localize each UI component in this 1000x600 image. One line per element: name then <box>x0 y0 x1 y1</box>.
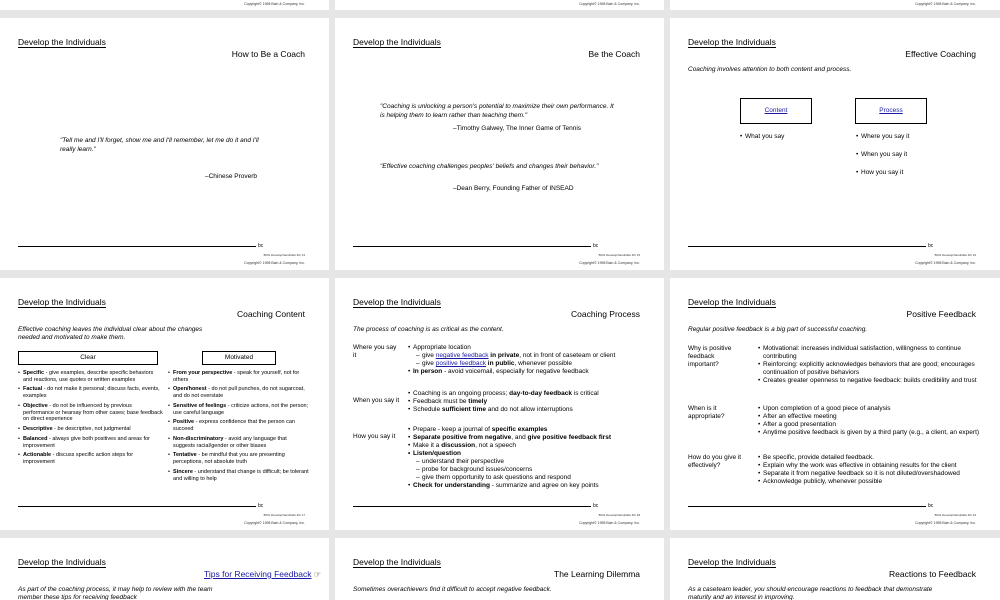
slide-how-to-be-a-coach[interactable] <box>0 18 329 270</box>
copyright: Copyright© 1998 Bain & Company, Inc. <box>915 521 976 525</box>
list-item: – probe for background issues/concerns <box>416 466 653 474</box>
pointing-hand-icon: ☞ <box>313 570 321 579</box>
list-item: • Anytime positive feedback is given by a third party (e.g., a client, an expert) <box>758 429 980 437</box>
attribution: –Chinese Proverb <box>205 173 258 180</box>
list-item: • Tentative - be mindful that you are presenting perceptions, not absolute truth <box>168 452 310 465</box>
list-item: • Separate positive from negative, and give positive feedback first <box>408 434 653 442</box>
list-item: • When you say it <box>856 151 909 159</box>
list-item: • Feedback must be timely <box>408 398 653 406</box>
copyright: Copyright© 1998 Bain & Company, Inc. <box>915 261 976 265</box>
when-label: When you say it <box>353 397 400 404</box>
list-item: • How you say it <box>856 169 909 177</box>
quote-galwey: "Coaching is unlocking a person's potential to maximize their own performance. It is helping them to learn rather than teaching them." <box>380 103 614 119</box>
slide-be-the-coach[interactable] <box>335 18 664 270</box>
list-item: • Factual - do not make it personal; discuss facts, events, examples <box>18 386 163 399</box>
slide-header: Develop the Individuals <box>688 37 776 47</box>
slide-title <box>204 569 321 579</box>
slide-fragment <box>0 0 329 10</box>
list-item: • What you say <box>740 133 784 141</box>
list-item: • After a good presentation <box>758 421 980 429</box>
intro: As part of the coaching process, it may help to review with the team member these tips for receiving feedback <box>18 586 213 600</box>
footer-bc: bc <box>258 243 264 249</box>
attribution-berry: –Dean Berry, Founding Father of INSEAD <box>453 185 574 192</box>
process-link[interactable]: Process <box>879 107 903 114</box>
slide-fragment <box>670 0 1000 10</box>
footer-bc: bc <box>258 503 264 509</box>
quote-berry: "Effective coaching challenges peoples' beliefs and changes their behavior." <box>380 163 599 170</box>
slide-title: Coaching Content <box>236 309 305 319</box>
content-link[interactable]: Content <box>764 107 788 114</box>
intro: Sometimes overachievers find it difficult to accept negative feedback. <box>353 586 552 593</box>
when-list <box>758 405 980 437</box>
header-rule <box>18 567 106 568</box>
where-label: Where you say it <box>353 344 397 359</box>
footer-bc: bc <box>928 503 934 509</box>
list-item: • Be specific, provide detailed feedback. <box>758 454 980 462</box>
list-item: • Explain why the work was effective in obtaining results for the client <box>758 462 980 470</box>
slide-title: Effective Coaching <box>905 49 976 59</box>
attribution-galwey: –Timothy Galwey, The Inner Game of Tennis <box>453 125 582 132</box>
slide-title: Positive Feedback <box>906 309 976 319</box>
list-item: • Prepare - keep a journal of specific examples <box>408 426 653 434</box>
list-item: • Balanced - always give both positives and areas for improvement <box>18 436 163 449</box>
motivated-box: Motivated <box>202 351 276 365</box>
clear-list <box>18 370 163 469</box>
footer-rule <box>353 246 591 247</box>
slide-title: Be the Coach <box>588 49 640 59</box>
slide-learning-dilemma[interactable] <box>335 538 664 600</box>
list-item: • Non-discriminatory - avoid any language that suggests racial/gender or other biases <box>168 436 310 449</box>
list-item: – give positive feedback in public, whenever possible <box>416 360 653 368</box>
intro: As a caseteam leader, you should encourage reactions to feedback that demonstrate maturity and an interest in improving. <box>688 586 933 600</box>
list-item: • Schedule sufficient time and do not allow interruptions <box>408 406 653 414</box>
header-rule <box>688 47 776 48</box>
negative-feedback-link[interactable]: negative feedback <box>435 352 489 359</box>
header-rule <box>353 307 441 308</box>
slide-title: Coaching Process <box>571 309 640 319</box>
footer-rule <box>688 246 926 247</box>
slide-title: The Learning Dilemma <box>554 569 640 579</box>
footer-meta: BOG Develop/hand/slds 4th 19 <box>934 513 976 517</box>
footer-meta: BOG Develop/hand/slds 4th 16 <box>934 253 976 257</box>
when-label: When is it appropriate? <box>688 405 725 420</box>
quote: "Tell me and I'll forget, show me and I'll remember, let me do it and I'll really learn." <box>60 137 259 153</box>
why-label: Why is positive feedback important? <box>688 345 732 368</box>
footer-bc: bc <box>593 503 599 509</box>
list-item: • Creates greater openness to negative feedback: builds credibility and trust <box>758 377 980 385</box>
slide-title: How to Be a Coach <box>231 49 305 59</box>
footer-meta: BOG Develop/hand/slds 4th 17 <box>263 513 305 517</box>
how-list <box>758 454 980 486</box>
positive-feedback-link[interactable]: positive feedback <box>435 360 486 367</box>
list-item: • Open/honest - do not pull punches, do not sugarcoat, and do not overstate <box>168 386 310 399</box>
process-box[interactable] <box>855 98 927 124</box>
slide-header: Develop the Individuals <box>18 557 106 567</box>
list-item: • Separate it from negative feedback so it is not diluted/overshadowed <box>758 470 980 478</box>
slide-coaching-process[interactable] <box>335 278 664 530</box>
copyright: Copyright© 1998 Bain & Company, Inc. <box>244 261 305 265</box>
intro: The process of coaching is as critical as the content. <box>353 326 504 333</box>
header-rule <box>353 567 441 568</box>
slide-header: Develop the Individuals <box>353 557 441 567</box>
list-item: • Specific - give examples, describe specific behaviors and reactions, use quotes or written examples <box>18 370 163 383</box>
slide-header: Develop the Individuals <box>353 297 441 307</box>
clear-box: Clear <box>18 351 158 365</box>
slide-positive-feedback[interactable] <box>670 278 1000 530</box>
list-item: • Reinforcing: explicitly acknowledges behaviors that are good; encourages continuation of positive behaviors <box>758 361 980 377</box>
list-item: • Listen/question <box>408 450 653 458</box>
list-item: • Appropriate location <box>408 344 653 352</box>
header-rule <box>353 47 441 48</box>
list-item: • Sensitive of feelings - criticize actions, not the person; use careful language <box>168 403 310 416</box>
list-item: • After an effective meeting <box>758 413 980 421</box>
list-item: • In person - avoid voicemail, especially for negative feedback <box>408 368 653 376</box>
intro: Coaching involves attention to both content and process. <box>688 66 852 73</box>
list-item: • Make it a discussion, not a speech <box>408 442 653 450</box>
content-list <box>740 133 784 141</box>
footer-rule <box>18 506 256 507</box>
list-item: – give negative feedback in private, not in front of caseteam or client <box>416 352 653 360</box>
slide-header: Develop the Individuals <box>688 297 776 307</box>
header-rule <box>688 307 776 308</box>
copyright: Copyright© 1998 Bain & Company, Inc. <box>244 2 305 6</box>
header-rule <box>18 307 106 308</box>
where-list <box>408 344 653 376</box>
list-item: • Motivational: increases individual satisfaction, willingness to continue contributing <box>758 345 980 361</box>
footer-rule <box>353 506 591 507</box>
intro: Regular positive feedback is a big part of successful coaching. <box>688 326 868 333</box>
slide-header: Develop the Individuals <box>688 557 776 567</box>
copyright: Copyright© 1998 Bain & Company, Inc. <box>579 521 640 525</box>
list-item: – understand their perspective <box>416 458 653 466</box>
list-item: • Actionable - discuss specific action steps for improvement <box>18 452 163 465</box>
slide-effective-coaching[interactable] <box>670 18 1000 270</box>
process-list <box>856 133 909 177</box>
why-list <box>758 345 980 385</box>
slide-title: Reactions to Feedback <box>889 569 976 579</box>
how-list <box>408 426 653 490</box>
list-item: • Acknowledge publicly, whenever possible <box>758 478 980 486</box>
how-label: How you say it <box>353 433 396 440</box>
list-item: • Positive - express confidence that the person can succeed <box>168 419 310 432</box>
how-label: How do you give it effectively? <box>688 454 742 469</box>
list-item: – give them opportunity to ask questions and respond <box>416 474 653 482</box>
list-item: • Sincere - understand that change is difficult; be tolerant and willing to help <box>168 469 310 482</box>
footer-bc: bc <box>593 243 599 249</box>
list-item: • From your perspective - speak for yourself, not for others <box>168 370 310 383</box>
list-item: • Check for understanding - summarize and agree on key points <box>408 482 653 490</box>
intro: Effective coaching leaves the individual clear about the changes needed and motivated to make them. <box>18 326 203 341</box>
content-box[interactable] <box>740 98 812 124</box>
when-list <box>408 390 653 414</box>
footer-rule <box>18 246 256 247</box>
tips-link[interactable]: Tips for Receiving Feedback <box>204 569 312 579</box>
footer-meta: BOG Develop/hand/slds 4th 14 <box>263 253 305 257</box>
motivated-list <box>168 370 310 485</box>
list-item: • Upon completion of a good piece of analysis <box>758 405 980 413</box>
header-rule <box>18 47 106 48</box>
footer-meta: BOG Develop/hand/slds 4th 18 <box>598 513 640 517</box>
footer-meta: BOG Develop/hand/slds 4th 15 <box>598 253 640 257</box>
header-rule <box>688 567 776 568</box>
slide-reactions-to-feedback[interactable] <box>670 538 1000 600</box>
list-item: • Descriptive - be descriptive, not judgmental <box>18 426 163 433</box>
footer-rule <box>688 506 926 507</box>
copyright: Copyright© 1998 Bain & Company, Inc. <box>915 2 976 6</box>
list-item: • Objective - do not be influenced by previous performance or hearsay from other cases; base feedback on direct experience <box>18 403 163 423</box>
slide-fragment <box>335 0 664 10</box>
slide-coaching-content[interactable] <box>0 278 329 530</box>
copyright: Copyright© 1998 Bain & Company, Inc. <box>244 521 305 525</box>
slide-header: Develop the Individuals <box>18 37 106 47</box>
list-item: • Where you say it <box>856 133 909 141</box>
slide-header: Develop the Individuals <box>353 37 441 47</box>
footer-bc: bc <box>928 243 934 249</box>
slide-tips-receiving-feedback[interactable] <box>0 538 329 600</box>
copyright: Copyright© 1998 Bain & Company, Inc. <box>579 261 640 265</box>
slide-header: Develop the Individuals <box>18 297 106 307</box>
copyright: Copyright© 1998 Bain & Company, Inc. <box>579 2 640 6</box>
list-item: • Coaching is an ongoing process; day-to-day feedback is critical <box>408 390 653 398</box>
